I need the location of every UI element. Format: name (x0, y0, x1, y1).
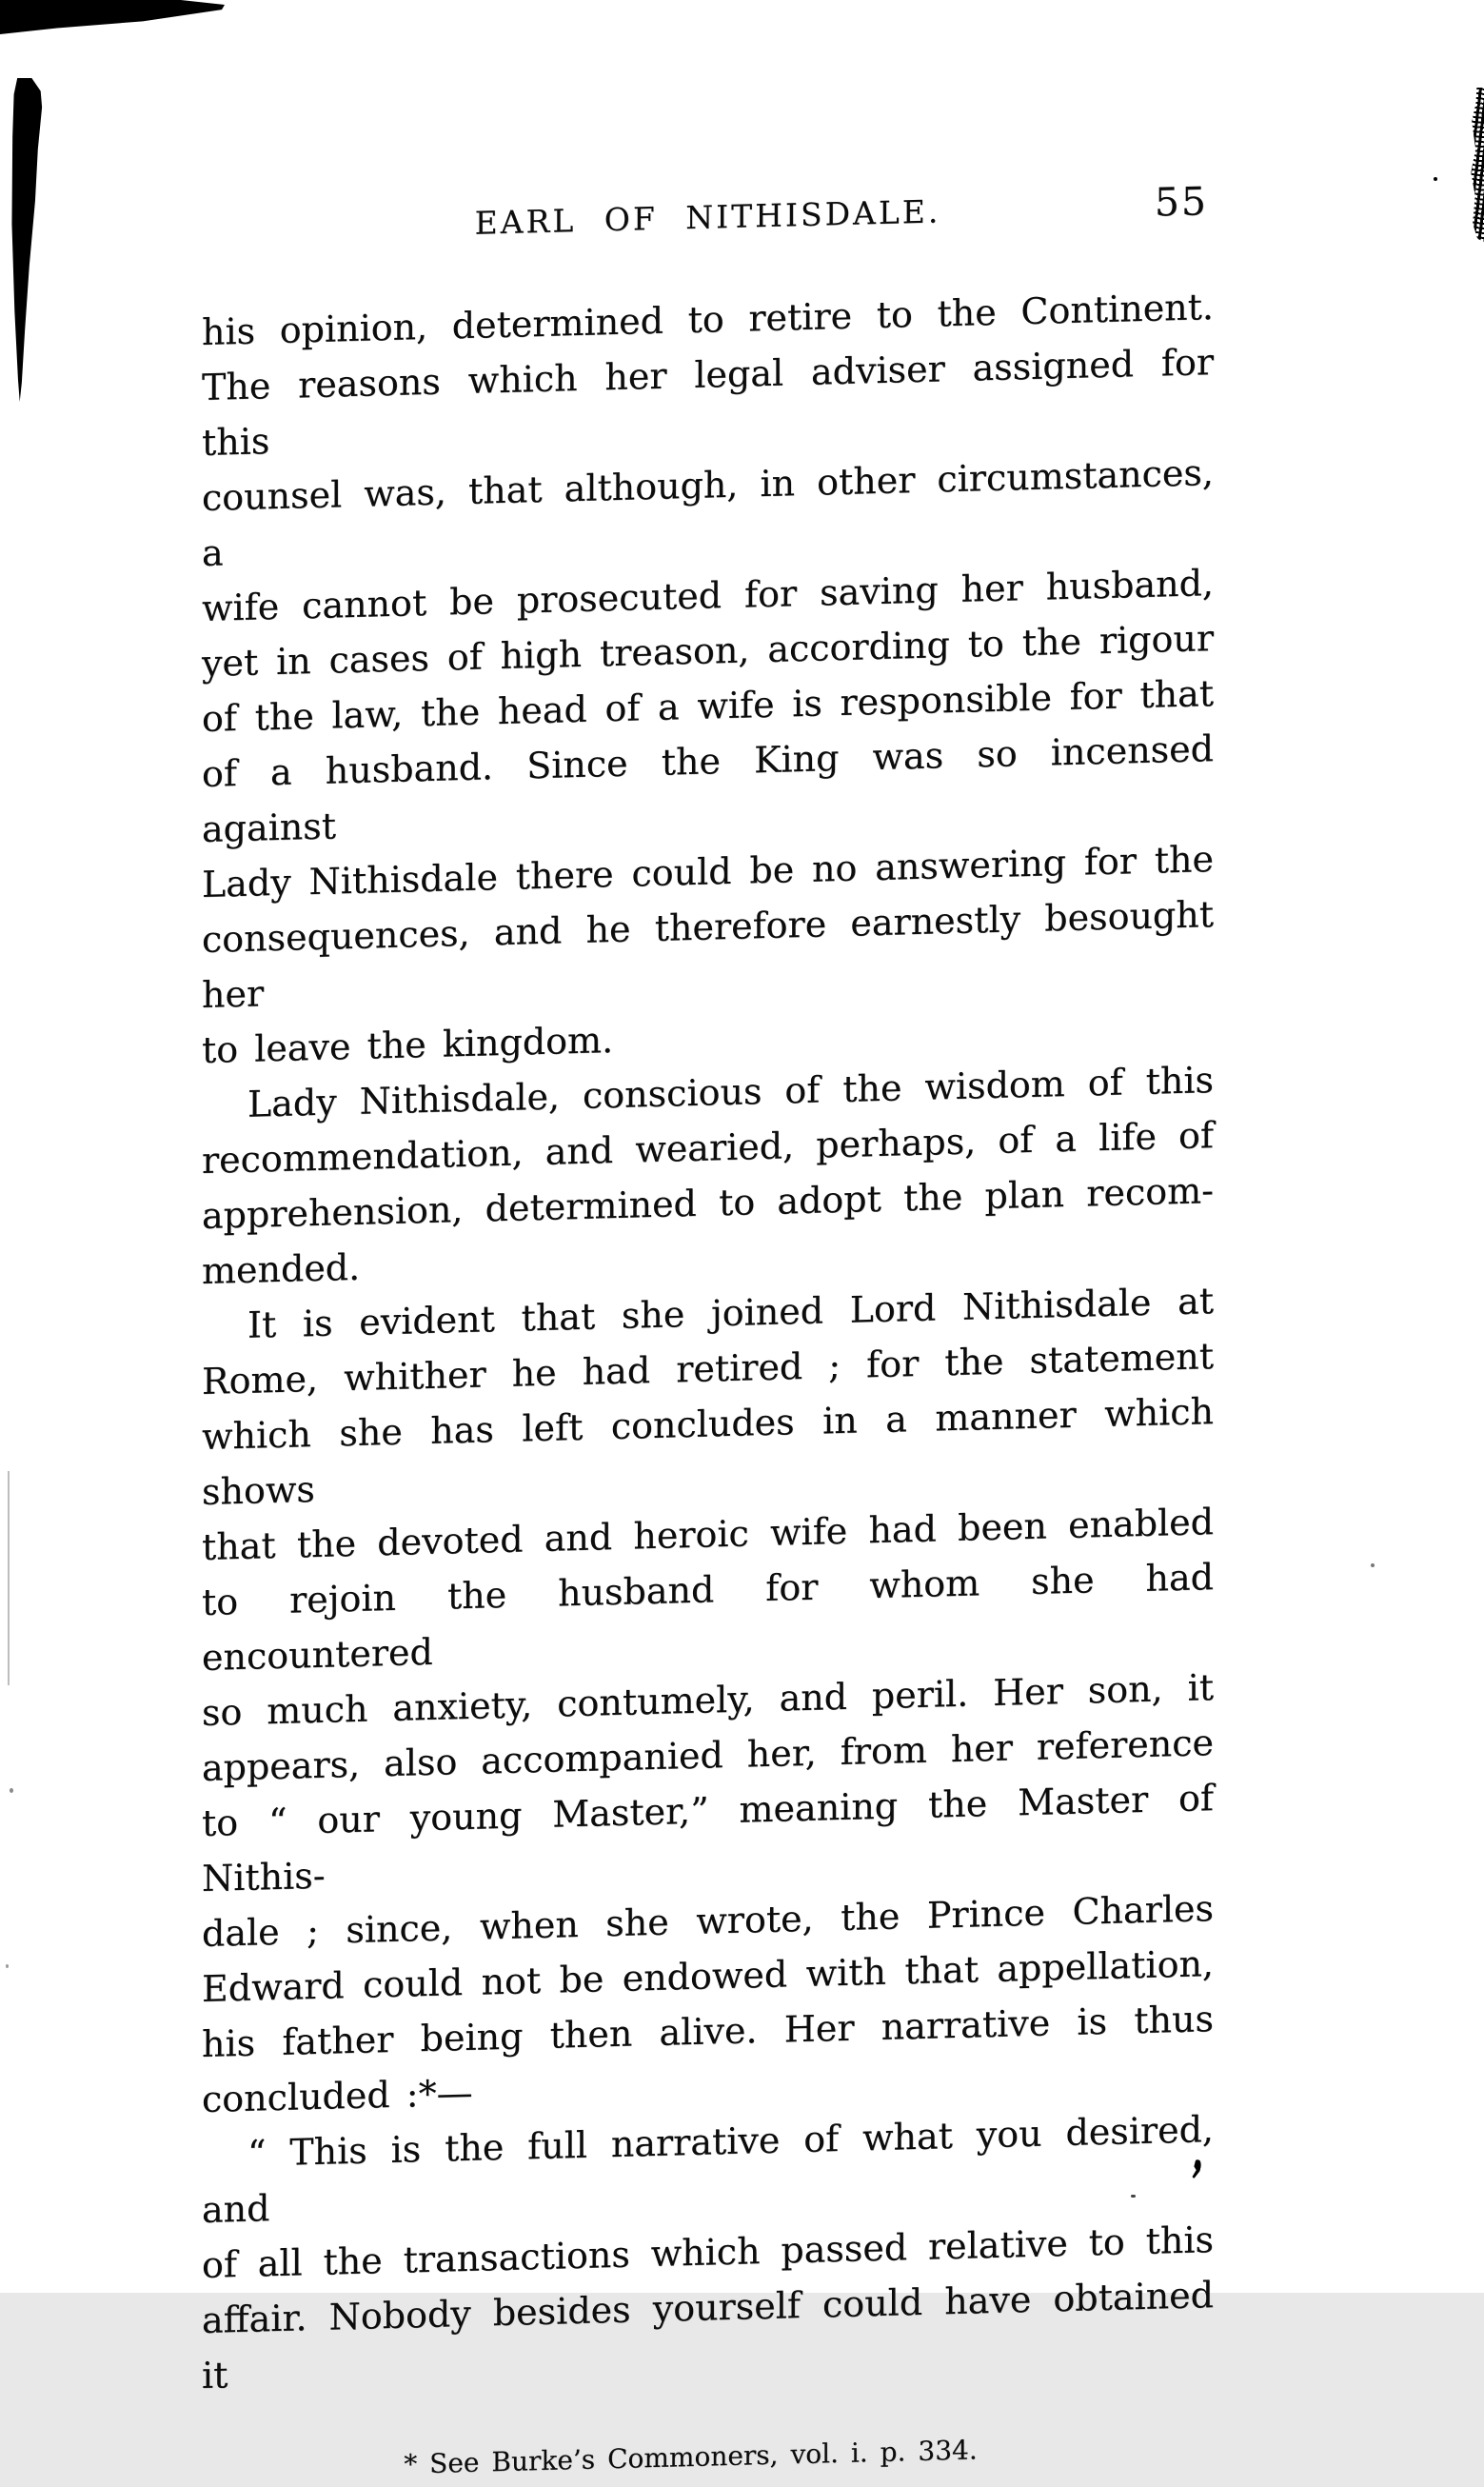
text-line: which she has left concludes in a manner which shows (202, 1390, 1214, 1513)
text-line: The reasons which her legal adviser assigned for this (202, 341, 1214, 464)
scan-speck (1434, 177, 1437, 181)
text-line: Lady Nithisdale there could be no answering for the (202, 838, 1214, 905)
text-line: his opinion, determined to retire to the Continent. (202, 286, 1214, 353)
text-block-lines (202, 279, 1214, 2403)
text-line: of the law, the head of a wife is responsible for that (202, 672, 1214, 740)
text-line: apprehension, determined to adopt the plan recom- (202, 1169, 1214, 1237)
text-line: Edward could not be endowed with that appellation, (202, 1942, 1214, 2010)
text-line: “ This is the full narrative of what you desired, and (202, 2108, 1214, 2231)
text-line: to rejoin the husband for whom she had encountered (202, 1556, 1214, 1679)
scan-speck (1371, 1563, 1375, 1567)
scan-artifact-right-edge-speckle (1468, 88, 1484, 242)
text-line: his father being then alive. Her narrative is thus (202, 1998, 1214, 2065)
text-line: dale ; since, when she wrote, the Prince Charles (202, 1887, 1214, 1955)
text-line: to leave the kingdom. (202, 1019, 614, 1071)
text-line: wife cannot be prosecuted for saving her husband, (202, 562, 1214, 629)
text-line: Rome, whither he had retired ; for the statement (202, 1335, 1214, 1403)
text-line: recommendation, and wearied, perhaps, of a life of (202, 1114, 1214, 1182)
text-line: so much anxiety, contumely, and peril. Her son, it (202, 1666, 1214, 1734)
text-line: to “ our young Master,” meaning the Master of Nithis- (202, 1777, 1214, 1900)
page-header (202, 178, 1214, 251)
text-line: mended. (202, 1245, 361, 1292)
text-line: that the devoted and heroic wife had been enabled (202, 1501, 1214, 1568)
running-title: EARL OF NITHISDALE. (474, 192, 941, 242)
scan-artifact-left-hairline (8, 1471, 10, 1685)
text-line: of all the transactions which passed relative to this (202, 2218, 1214, 2286)
text-line: appears, also accompanied her, from her reference (202, 1721, 1214, 1789)
text-line: affair. Nobody besides yourself could have obtained it (202, 2274, 1214, 2397)
text-line: yet in cases of high treason, according to the rigour (202, 617, 1214, 685)
text-line: Lady Nithisdale, conscious of the wisdom of this (247, 1059, 1214, 1125)
text-line: of a husband. Since the King was so incensed against (202, 727, 1214, 850)
scan-artifact-left-ink-streak (10, 78, 45, 402)
footnote: * See Burke’s Commoners, vol. i. p. 334. (404, 2434, 978, 2480)
text-line: consequences, and he therefore earnestly besought her (202, 893, 1214, 1016)
page-number: 55 (1154, 178, 1208, 226)
scan-speck (10, 1788, 13, 1793)
scan-artifact-top-left-tear (0, 0, 225, 34)
scan-speck (6, 1964, 9, 1968)
text-line: It is evident that she joined Lord Nithisdale at (247, 1280, 1214, 1346)
text-block (202, 178, 1214, 2487)
text-line: counsel was, that although, in other circumstances, a (202, 451, 1214, 574)
text-line: concluded :*— (202, 2071, 473, 2120)
